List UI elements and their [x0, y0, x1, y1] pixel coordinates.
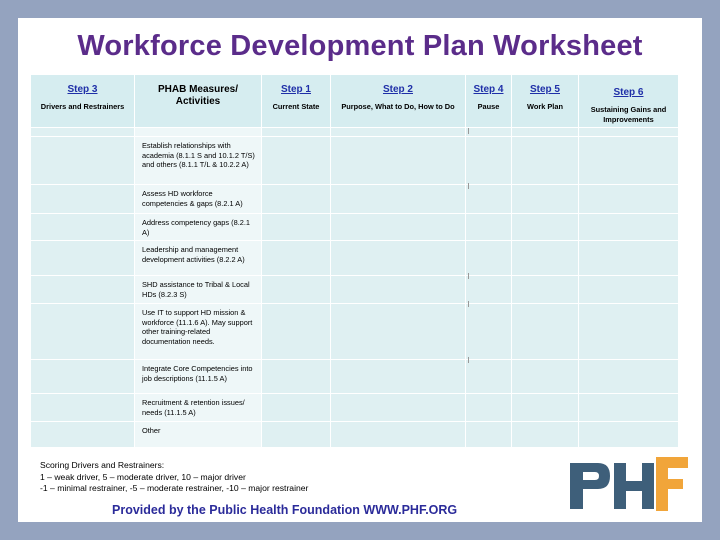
- measure-cell: Use IT to support HD mission & workforce (11.1.6 A). May support other training-related documentation needs.: [135, 304, 262, 360]
- spacer-row: [31, 128, 679, 137]
- measure-cell: SHD assistance to Tribal & Local HDs (8.2.3 S): [135, 276, 262, 304]
- step5-link[interactable]: Step 5: [529, 84, 560, 95]
- header-step6: [579, 75, 679, 128]
- step3-link[interactable]: Step 3: [67, 84, 98, 95]
- table-row: [31, 137, 679, 185]
- page-title: Workforce Development Plan Worksheet: [77, 30, 643, 62]
- phf-logo-icon: [568, 455, 690, 515]
- cell-tick-mark: [468, 128, 469, 134]
- step6-link[interactable]: Step 6: [613, 87, 644, 98]
- footer-credit: Provided by the Public Health Foundation WWW.PHF.ORG: [112, 503, 458, 517]
- phab-measures-title: PHAB Measures/ Activities: [157, 84, 239, 107]
- measure-cell: Integrate Core Competencies into job descriptions (11.1.5 A): [135, 360, 262, 394]
- header-step2: [331, 75, 466, 128]
- cell-tick-mark: [468, 183, 469, 189]
- header-step1: [262, 75, 331, 128]
- measure-cell: Assess HD workforce competencies & gaps (8.2.1 A): [135, 185, 262, 214]
- header-step4: [466, 75, 512, 128]
- step1-subtitle: Current State: [272, 102, 320, 111]
- step3-subtitle: Drivers and Restrainers: [40, 102, 125, 111]
- scoring-title: Scoring Drivers and Restrainers:: [40, 460, 165, 470]
- table-row: [31, 276, 679, 304]
- table-row: [31, 422, 679, 448]
- right-frame-bar: [702, 18, 720, 522]
- header-step3: [31, 75, 135, 128]
- header-step5: [512, 75, 579, 128]
- measure-cell: Leadership and management development activities (8.2.2 A): [135, 241, 262, 276]
- cell-tick-mark: [468, 357, 469, 363]
- bottom-frame-bar: [0, 522, 720, 540]
- measure-cell: Other: [135, 422, 262, 448]
- header-row: [31, 75, 679, 128]
- table-row: [31, 185, 679, 214]
- step4-link[interactable]: Step 4: [473, 84, 504, 95]
- step4-subtitle: Pause: [477, 102, 500, 111]
- header-phab-measures: [135, 75, 262, 128]
- step2-subtitle: Purpose, What to Do, How to Do: [341, 102, 455, 111]
- cell-tick-mark: [468, 301, 469, 307]
- step1-link[interactable]: Step 1: [280, 84, 311, 95]
- table-row: [31, 241, 679, 276]
- table-row: [31, 304, 679, 360]
- scoring-legend: [40, 460, 308, 495]
- table-row: [31, 360, 679, 394]
- table-row: [31, 214, 679, 241]
- top-frame-bar: [0, 0, 720, 18]
- step5-subtitle: Work Plan: [526, 102, 563, 111]
- measure-cell: Address competency gaps (8.2.1 A): [135, 214, 262, 241]
- worksheet-table: [30, 74, 679, 448]
- measure-cell: Recruitment & retention issues/ needs (11.1.5 A): [135, 394, 262, 422]
- left-frame-bar: [0, 18, 18, 522]
- table-row: [31, 394, 679, 422]
- scoring-restrainers: -1 – minimal restrainer, -5 – moderate restrainer, -10 – major restrainer: [40, 483, 309, 494]
- step2-link[interactable]: Step 2: [382, 84, 413, 95]
- measure-cell: Establish relationships with academia (8.1.1 S and 10.1.2 T/S) and others (8.1.1 T/L & 10.2.2 A): [135, 137, 262, 185]
- step6-subtitle: Sustaining Gains and Improvements: [590, 105, 667, 124]
- scoring-drivers: 1 – weak driver, 5 – moderate driver, 10 – major driver: [40, 471, 246, 482]
- cell-tick-mark: [468, 273, 469, 279]
